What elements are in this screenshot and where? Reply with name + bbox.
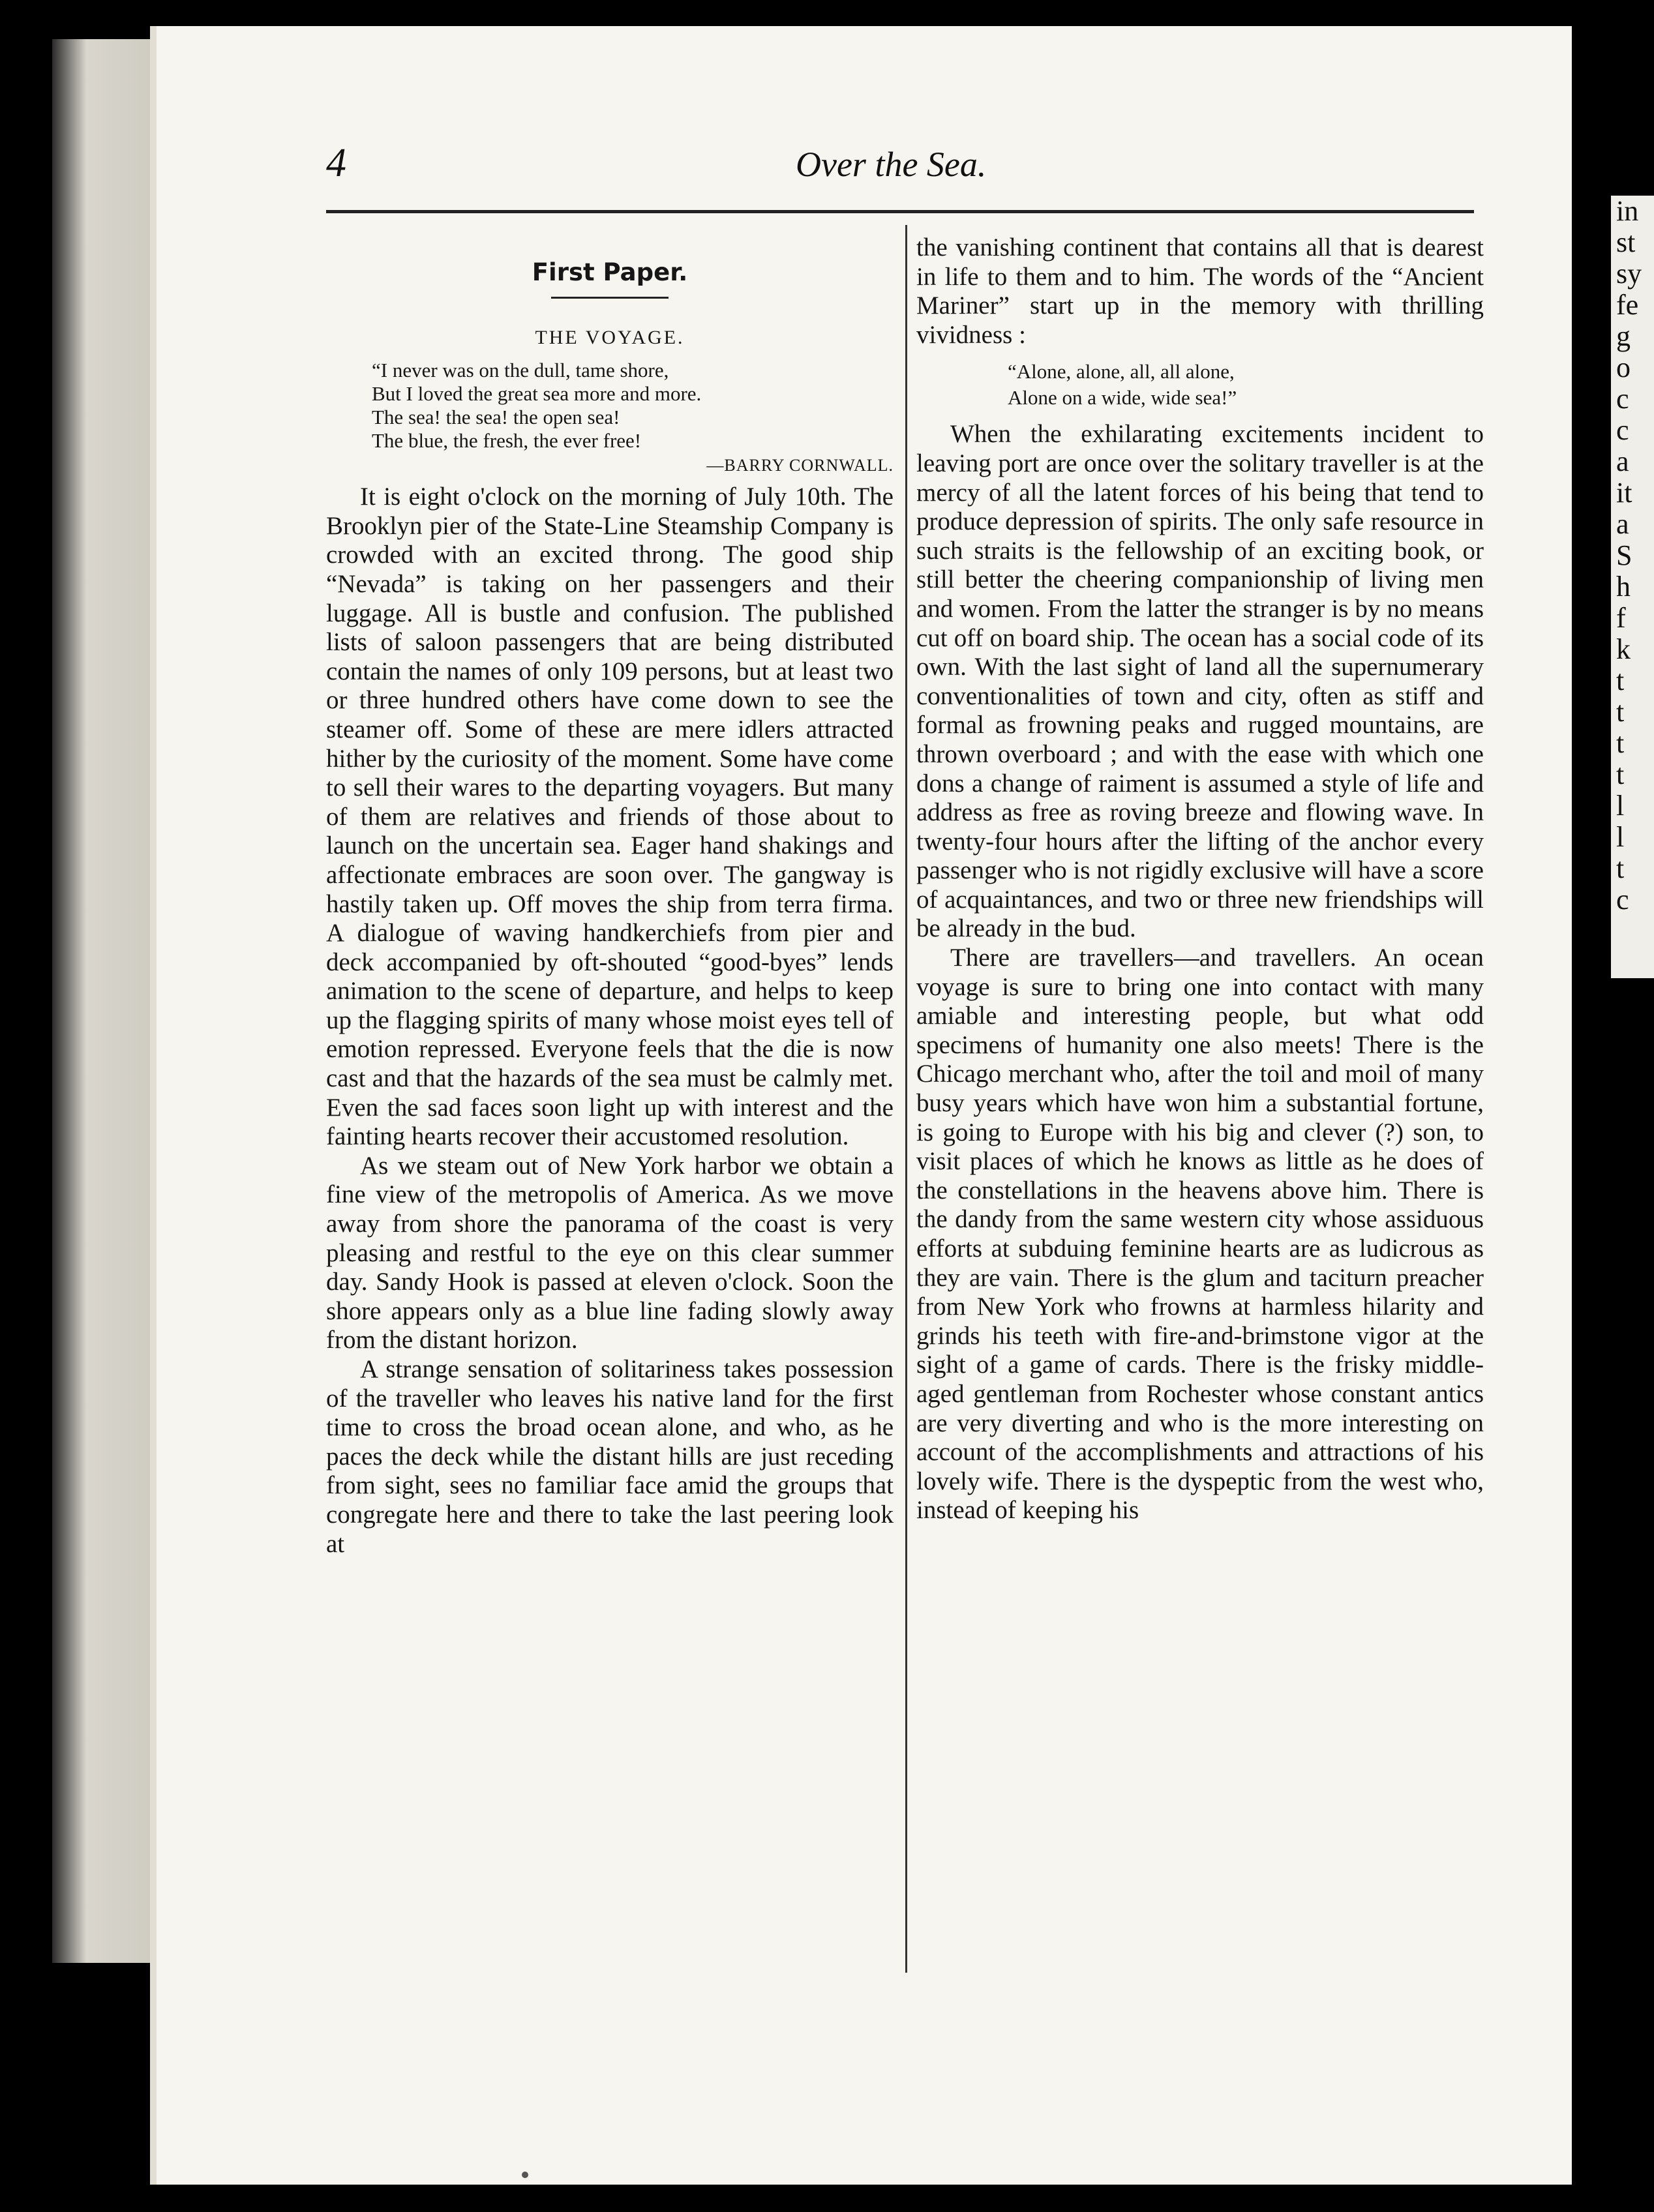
epigraph-line: The blue, the fresh, the ever free! xyxy=(372,429,642,453)
epigraph-line: But I loved the great sea more and more. xyxy=(372,382,702,406)
edge-fragment: t xyxy=(1616,727,1625,759)
running-title: Over the Sea. xyxy=(796,145,987,184)
edge-fragment: c xyxy=(1616,383,1629,415)
edge-fragment: in xyxy=(1616,195,1639,227)
edge-fragment: t xyxy=(1616,852,1625,884)
epigraph-line: The sea! the sea! the open sea! xyxy=(372,406,620,429)
edge-fragment: c xyxy=(1616,884,1629,916)
next-page-edge xyxy=(1611,196,1654,978)
edge-fragment: S xyxy=(1616,539,1632,571)
paragraph: It is eight o'clock on the morning of July 10th. The Brooklyn pier of the State-Line Steamship Company is crowded with an excited throng. The good ship “Nevada” is taking on her passengers and their luggage. All is bustle and confusion. The published lists of saloon passengers that are being distributed contain the names of only 109 persons, but at least two or three hundred others have come down to see the steamer off. Some of these are mere idlers attracted hither by the curiosity of the moment. Some have come to sell their wares to the departing voyagers. But many of them are relatives and friends of those about to launch on the uncertain sea. Eager hand shakings and affectionate embraces are soon over. The gangway is hastily taken up. Off moves the ship from terra firma. A dialogue of waving handkerchiefs from pier and deck accompanied by oft-shouted “good-byes” lends animation to the scene of departure, and helps to keep up the flagging spirits of many whose moist eyes tell of emotion repressed. Everyone feels that the die is now cast and that the hazards of the sea must be calmly met. Even the sad faces soon light up with interest and the fainting hearts recover their accustomed resolution. xyxy=(326,483,894,1151)
paragraph: As we steam out of New York harbor we obtain a fine view of the metropolis of America. As we move away from shore the panorama of the coast is very pleasing and restful to the eye on this clear summer day. Sandy Hook is passed at eleven o'clock. Soon the shore appears only as a blue line fading slowly away from the distant horizon. xyxy=(326,1151,894,1354)
epigraph-line: “I never was on the dull, tame shore, xyxy=(372,359,669,382)
left-column xyxy=(326,233,894,1559)
edge-fragment: fe xyxy=(1616,289,1639,321)
column-divider xyxy=(905,225,907,1973)
print-speck xyxy=(522,2172,528,2178)
edge-fragment: t xyxy=(1616,758,1625,790)
left-page-edge xyxy=(52,39,150,1963)
paragraph: A strange sensation of solitariness takes possession of the traveller who leaves his native land for the first time to cross the broad ocean alone, and who, as he paces the deck while the distant hills are just receding from sight, sees no familiar face amid the groups that congregate here and there to take the last peering look at xyxy=(326,1355,894,1558)
edge-fragment: o xyxy=(1616,351,1631,383)
right-column xyxy=(916,233,1484,1525)
quotation-line: Alone on a wide, wide sea!” xyxy=(1008,386,1237,410)
edge-fragment: c xyxy=(1616,414,1629,446)
running-head xyxy=(326,140,1474,192)
paragraph-continued: the vanishing continent that contains all that is dearest in life to them and to him. The words of the “Ancient Mariner” start up in the memory with thrilling vividness : xyxy=(916,233,1484,349)
epigraph-attribution: —BARRY CORNWALL. xyxy=(706,456,894,475)
quotation xyxy=(1008,359,1484,411)
section-title: THE VOYAGE. xyxy=(535,326,685,348)
header-rule xyxy=(326,210,1474,213)
title-rule xyxy=(551,297,669,299)
quotation-line: “Alone, alone, all, all alone, xyxy=(1008,360,1235,383)
edge-fragment: k xyxy=(1616,633,1631,665)
edge-fragment: it xyxy=(1616,477,1632,509)
paragraph: When the exhilarating excitements incident to leaving port are once over the solitary traveller is at the mercy of all the latent forces of his being that tend to produce depression of spirits. The only safe resource in such straits is the fellowship of an exciting book, or still better the cheering companionship of living men and women. From the latter the stranger is by no means cut off on board ship. The ocean has a social code of its own. With the last sight of land all the supernumerary conventionalities of town and city, often as stiff and formal as frowning peaks and rugged mountains, are thrown overboard ; and with the ease with which one dons a change of raiment is assumed a style of life and address as free as roving breeze and flowing wave. In twenty-four hours after the lifting of the anchor every passenger who is not rigidly exclusive will have a score of acquaintances, and two or three new friendships will be already in the bud. xyxy=(916,420,1484,943)
edge-fragment: l xyxy=(1616,821,1625,853)
edge-fragment: a xyxy=(1616,508,1629,540)
page-number: 4 xyxy=(326,141,346,185)
edge-fragment: f xyxy=(1616,602,1626,634)
edge-fragment: t xyxy=(1616,665,1625,696)
edge-fragment: t xyxy=(1616,696,1625,728)
edge-fragment: a xyxy=(1616,445,1629,477)
edge-fragment: l xyxy=(1616,790,1625,822)
edge-fragment: g xyxy=(1616,320,1631,352)
edge-fragment: st xyxy=(1616,226,1636,258)
paper-title: First Paper. xyxy=(532,258,688,286)
edge-fragment: sy xyxy=(1616,258,1642,290)
epigraph xyxy=(372,359,894,477)
paragraph: There are travellers—and travellers. An ocean voyage is sure to bring one into contact with many amiable and interesting people, but what odd specimens of humanity one also meets! There is the Chicago merchant who, after the toil and moil of many busy years which have won him a substantial fortune, is going to Europe with his big and clever (?) son, to visit places of which he knows as little as he does of the constellations in the heavens above him. There is the dandy from the same western city whose assiduous efforts at subduing feminine hearts are as ludicrous as they are vain. There is the glum and taciturn preacher from New York who frowns at harmless hilarity and grinds his teeth with fire-and-brimstone vigor at the sight of a game of cards. There is the frisky middle-aged gentleman from Rochester whose constant antics are very diverting and who is the more interesting on account of the accomplishments and attractions of his lovely wife. There is the dyspeptic from the west who, instead of keeping his xyxy=(916,944,1484,1525)
edge-fragment: h xyxy=(1616,571,1631,603)
